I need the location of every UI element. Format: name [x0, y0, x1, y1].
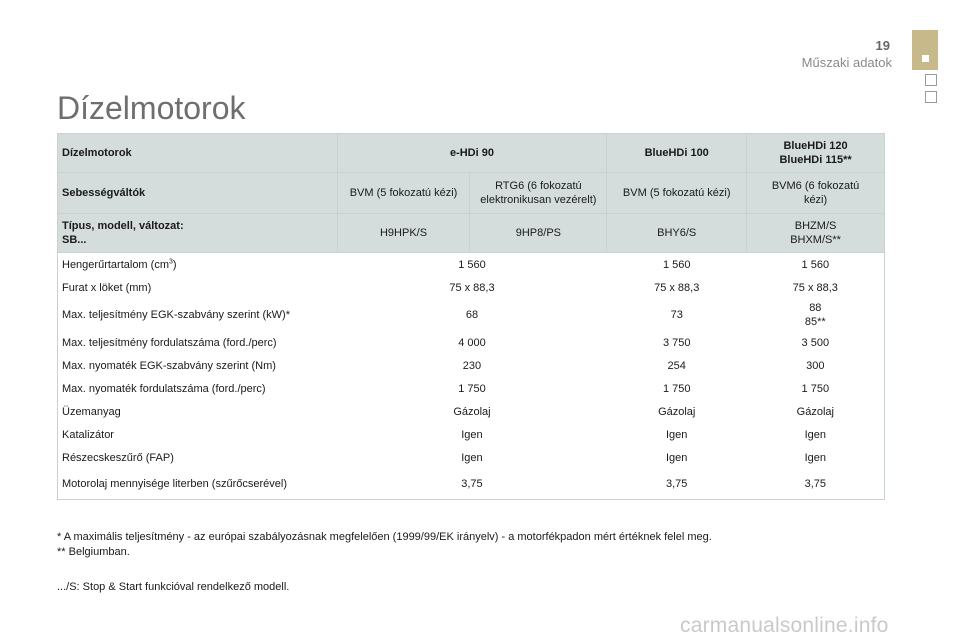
value-cell [747, 354, 885, 377]
cell-text: Hengerűrtartalom (cm [62, 258, 169, 271]
header-cell [470, 214, 607, 253]
value-cell [747, 253, 885, 277]
header-cell [470, 173, 607, 214]
header-cell [337, 214, 470, 253]
footnote-belgium: ** Belgiumban. [57, 546, 130, 558]
cell-text: BHXM/S** [790, 234, 841, 246]
page-title: Dízelmotorok [57, 90, 246, 126]
value-cell: 75 x 88,3 [654, 281, 700, 294]
header-cell-ehdi90 [337, 134, 607, 173]
value-cell: Gázolaj [453, 405, 491, 418]
header-cell-bluehdi100 [607, 134, 747, 173]
tab-marker-icon [922, 55, 929, 62]
header-cell [337, 173, 470, 214]
table-row [58, 423, 885, 446]
header-cell [747, 214, 885, 253]
cell-text: BlueHDi 100 [644, 147, 709, 159]
row-label: Max. nyomaték EGK-szabvány szerint (Nm) [58, 354, 338, 377]
value-cell: 1 560 [662, 258, 691, 271]
table-row [58, 253, 885, 277]
watermark: carmanualsonline.info [680, 614, 889, 637]
value-cell [747, 377, 885, 400]
value-cell: 75 x 88,3 [449, 281, 495, 294]
cell-text: RTG6 (6 fokozatú [495, 180, 582, 192]
spec-table [57, 133, 885, 500]
cell-text: elektronikusan vezérelt) [480, 194, 597, 206]
row-label: Max. nyomaték fordulatszáma (ford./perc) [58, 377, 338, 400]
value-cell: 3 750 [662, 336, 691, 349]
value-cell: 1 750 [662, 382, 691, 395]
footnote-power: * A maximális teljesítmény - az európai szabályozásnak megfelelően (1999/99/EK irányelv) - a motorfékpadon mért értéknek felel meg. [57, 531, 712, 543]
row-label [58, 253, 338, 277]
row-label: Furat x löket (mm) [58, 276, 338, 299]
value-cell: Igen [666, 428, 688, 441]
cell-text: 1 750 [801, 382, 830, 395]
superscript: 3 [168, 257, 173, 265]
section-tab[interactable] [925, 91, 937, 103]
value-cell [747, 469, 885, 500]
cell-text: kézi) [803, 194, 828, 206]
header-cell [607, 173, 747, 214]
header-cell [747, 173, 885, 214]
row-label: Max. teljesítmény fordulatszáma (ford./perc) [58, 331, 338, 354]
cell-text: BVM (5 fokozatú kézi) [622, 187, 731, 199]
value-cell [747, 446, 885, 469]
cell-text: BHZM/S [794, 220, 837, 232]
value-cell: Gázolaj [658, 405, 696, 418]
value-cell: Igen [461, 451, 483, 464]
cell-text: 9HP8/PS [515, 227, 561, 239]
cell-text: 88 [809, 302, 822, 314]
footnote-stop-start: .../S: Stop & Start funkcióval rendelkező modell. [57, 581, 290, 593]
row-label: Motorolaj mennyisége literben (szűrőcserével) [58, 469, 338, 500]
table-row [58, 299, 885, 331]
table-row [58, 446, 885, 469]
cell-text: Igen [804, 451, 827, 464]
cell-text: Igen [804, 428, 827, 441]
value-cell: 230 [462, 359, 482, 372]
cell-text: BlueHDi 115** [779, 154, 852, 166]
table-header-row [58, 134, 885, 173]
cell-text: BlueHDi 120 [783, 140, 848, 152]
value-cell: 1 560 [458, 258, 486, 271]
cell-text: 300 [806, 359, 825, 372]
cell-text: BVM6 (6 fokozatú [771, 180, 860, 192]
cell-text: 3,75 [804, 478, 827, 490]
header-cell-bluehdi120 [747, 134, 885, 173]
value-cell: 3,75 [607, 469, 747, 500]
cell-text: BVM (5 fokozatú kézi) [349, 187, 458, 199]
value-cell [747, 299, 885, 331]
row-label: Üzemanyag [58, 400, 338, 423]
cell-text: 75 x 88,3 [792, 281, 838, 294]
table-row [58, 276, 885, 299]
header-cell [607, 214, 747, 253]
cell-text: H9HPK/S [379, 227, 428, 239]
value-cell: 4 000 [458, 336, 486, 349]
table-header-row [58, 214, 885, 253]
value-cell: 68 [465, 309, 479, 321]
header-cell-type [58, 214, 338, 253]
header-cell-engines [58, 134, 338, 173]
cell-text: 1 560 [801, 258, 830, 271]
table-header-row [58, 173, 885, 214]
cell-text: Típus, modell, változat: [62, 220, 184, 232]
table-row [58, 331, 885, 354]
cell-text: Sebességváltók [62, 187, 146, 199]
value-cell: Igen [461, 428, 483, 441]
value-cell [747, 276, 885, 299]
value-cell: 254 [667, 359, 686, 372]
table-row [58, 377, 885, 400]
value-cell: Igen [666, 451, 688, 464]
value-cell: 1 750 [458, 382, 486, 395]
value-cell [747, 331, 885, 354]
value-cell: 3,75 [337, 469, 607, 500]
value-cell: 73 [670, 309, 683, 321]
cell-text: 3 500 [801, 336, 830, 349]
cell-text: ) [172, 258, 177, 271]
section-name: Műszaki adatok [801, 55, 892, 70]
cell-text: 85** [804, 316, 826, 328]
section-tab-active[interactable] [912, 30, 938, 70]
row-label: Részecskeszűrő (FAP) [58, 446, 338, 469]
row-label: Katalizátor [58, 423, 338, 446]
cell-text: Gázolaj [796, 405, 834, 418]
table-row [58, 469, 885, 500]
page-number: 19 [875, 38, 890, 53]
header-cell-gearboxes [58, 173, 338, 214]
value-cell [747, 400, 885, 423]
table-row [58, 400, 885, 423]
cell-text: Dízelmotorok [62, 147, 132, 159]
cell-text: SB... [62, 234, 87, 246]
table-row [58, 354, 885, 377]
value-cell [747, 423, 885, 446]
cell-text: e-HDi 90 [449, 147, 494, 159]
row-label: Max. teljesítmény EGK-szabvány szerint (kW)* [58, 299, 338, 331]
cell-text: BHY6/S [657, 227, 697, 239]
section-tab[interactable] [925, 74, 937, 86]
